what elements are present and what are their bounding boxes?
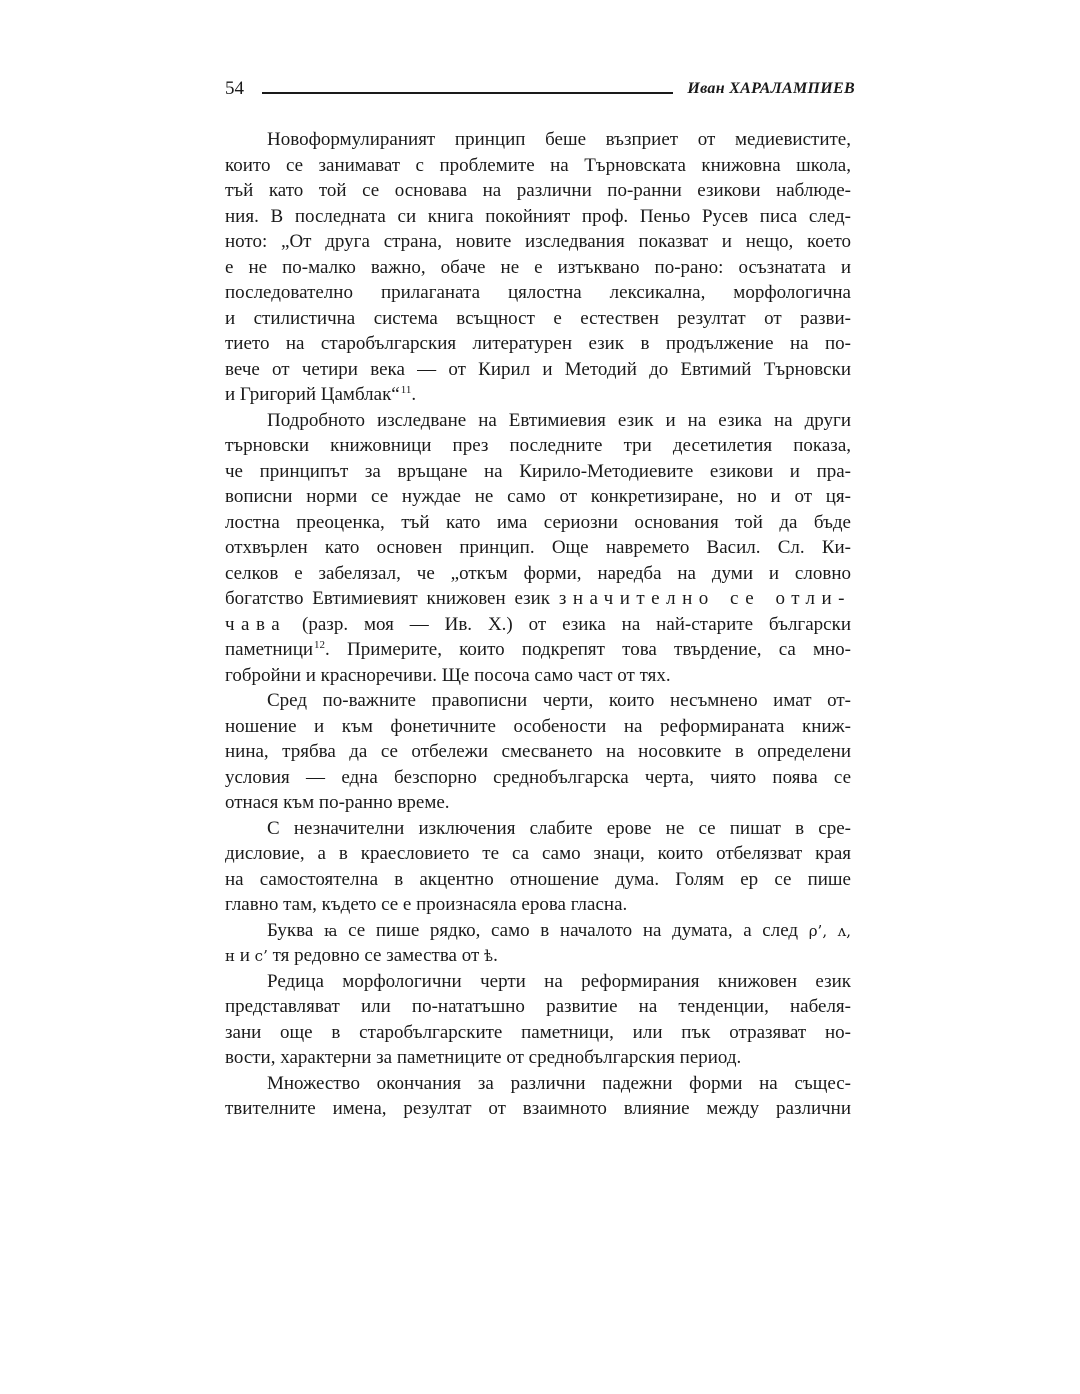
text-line [225,637,851,663]
paragraph-7 [225,1071,851,1122]
text-line: Редица морфологични черти на реформирания книжовен език [267,970,851,992]
old-bulgarian-glyph: ѣ [484,947,494,965]
text-line: е не по-малко важно, обаче не е изтъквано по-рано: осъзнатата и [225,256,851,278]
text-fragment: (разр. моя — Ив. Х.) от езика на най-старите български [302,613,851,635]
text-line: вости, характерни за паметниците от среднобългарския период. [225,1047,742,1068]
text-line: дисловие, а в краесловието те са само знаци, които отбелязват края [225,843,851,864]
text-line: Множество окончания за различни падежни форми на същес- [267,1072,851,1094]
text-line: които се занимават с проблемите на Търновската книжовна школа, [225,154,851,176]
text-line: нина, трябва да се отбележи смесването на носовките в определени [225,741,851,762]
text-line [225,918,851,944]
text-line: ношение и към фонетичните особености на реформираната книж- [225,715,851,737]
text-fragment: . [493,945,498,966]
text-line: Сред по-важните правописни черти, които несъмнено имат от- [267,690,851,711]
text-line [225,943,851,969]
text-line: лостна преоценка, тъй като има сериозни основания той да бъде [225,511,851,533]
text-fragment: Буква [267,919,314,941]
paragraph-3 [225,688,851,816]
text-line: С незначителни изключения слабите ерове не се пишат в сре- [267,817,851,839]
page-number: 54 [225,78,244,99]
text-fragment: . Примерите, които подкрепят това твърдение, са мно- [325,639,851,660]
text-line: условия — една безспорно среднобългарска черта, чиято поява се [225,766,851,788]
text-line: селков е забелязал, че „откъм форми, наредба на думи и словно [225,562,851,584]
text-fragment: се пише рядко, само в началото на думата, а след [348,919,799,941]
text-line: главно там, където се е произнасяла ерова гласна. [225,894,628,915]
text-line: вописни норми се нуждае не само от конкретизиране, но и от ця- [225,486,851,507]
text-line: отнася към по-ранно време. [225,792,450,813]
text-line: отхвърлен като основен принцип. Още навремето Васил. Сл. Ки- [225,537,851,558]
text-line: и стилистична система всъщност е естествен резултат от разви- [225,307,851,329]
text-fragment: и Григорий Цамблак“ [225,384,400,405]
old-bulgarian-glyph: с’ [254,947,268,965]
running-head [225,76,855,102]
footnote-ref: 12 [314,639,326,651]
text-line: на самостоятелна в акцентно отношение дума. Голям ер се пише [225,868,851,890]
emphasis-spaced: чава [225,613,287,635]
header-rule [262,92,673,94]
text-line: Новоформулираният принцип беше възприет от медиевистите, [267,129,851,150]
text-line [225,586,851,612]
running-author: Иван ХАРАЛАМПИЕВ [687,80,855,97]
text-fragment: . [411,384,417,405]
text-fragment: тя редовно се замества от [272,945,480,966]
text-line: тието на старобългарския литературен език в продължение на по- [225,333,851,354]
text-line: гобройни и красноречиви. Ще посоча само част от тях. [225,664,671,686]
text-line: последователно прилаганата цялостна лексикална, морфологична [225,282,851,303]
paragraph-4 [225,816,851,918]
text-line: търновски книжовници през последните три десетилетия показа, [225,435,851,456]
old-bulgarian-glyph: ꙗ [323,921,338,940]
text-fragment: паметници [225,639,314,660]
footnote-ref: 11 [400,384,412,396]
paragraph-1 [225,127,851,408]
text-line: зани още в старобългарските паметници, или пък отразяват но- [225,1021,851,1043]
text-line [225,612,851,638]
text-line: Подробното изследване на Евтимиевия език и на езика на други [267,409,851,431]
paragraph-6 [225,969,851,1071]
old-bulgarian-glyph: н [225,947,235,965]
text-line: ното: „От друга страна, новите изследвания показват и нещо, което [225,231,851,252]
body-text [225,127,851,1122]
old-bulgarian-glyph: ρ’, ʌ, [808,921,852,940]
text-line: че принципът за връщане на Кирило-Методиевите езикови и пра- [225,460,851,482]
paragraph-5 [225,918,851,969]
text-line: тъй като той се основава на различни по-ранни езикови наблюде- [225,180,851,201]
emphasis-spaced: значително се отли- [558,588,851,609]
text-line: вече от четири века — от Кирил и Методий до Евтимий Търновски [225,358,851,380]
text-line [225,382,851,408]
text-line: представляват или по-нататъшно развитие на тенденции, набеля- [225,996,851,1017]
text-line: ния. В последната си книга покойният проф. Пеньо Русев писа след- [225,205,851,227]
paragraph-2 [225,408,851,689]
text-fragment: и [239,945,250,966]
text-line: твителните имена, резултат от взаимното влияние между различни [225,1098,851,1119]
text-fragment: богатство Евтимиевият книжовен език [225,588,551,609]
